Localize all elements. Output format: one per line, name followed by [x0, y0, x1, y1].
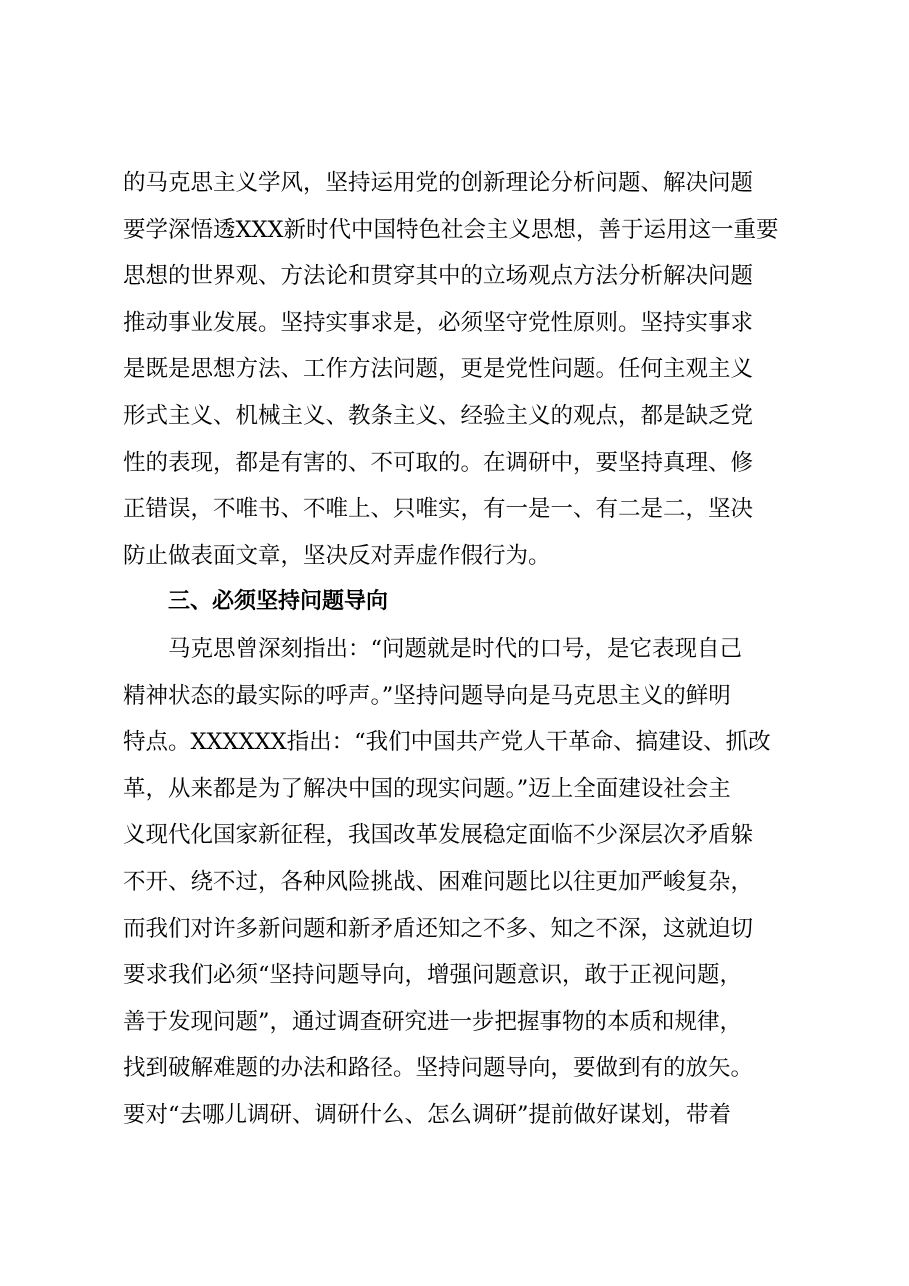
text-line: 要学深悟透XXX新时代中国特色社会主义思想，善于运用这一重要	[123, 216, 779, 243]
text-line: 善于发现问题”，通过调查研究进一步把握事物的本质和规律，	[123, 1008, 743, 1035]
text-line: 形式主义、机械主义、教条主义、经验主义的观点，都是缺乏党	[123, 402, 754, 429]
text-line: 要求我们必须“坚持问题导向，增强问题意识，敢于正视问题，	[123, 962, 743, 989]
paragraph-first-line: 马克思曾深刻指出：“问题就是时代的口号，是它表现自己	[168, 635, 743, 662]
text-line: 精神状态的最实际的呼声。”坚持问题导向是马克思主义的鲜明	[123, 682, 731, 709]
text-line: 思想的世界观、方法论和贯穿其中的立场观点方法分析解决问题	[123, 263, 754, 290]
document-body	[123, 160, 823, 1138]
text-line: 革，从来都是为了解决中国的现实问题。”迈上全面建设社会主	[123, 775, 731, 802]
text-line: 是既是思想方法、工作方法问题，更是党性问题。任何主观主义	[123, 356, 754, 383]
text-line: 不开、绕不过，各种风险挑战、困难问题比以往更加严峻复杂，	[123, 868, 754, 895]
text-line: 特点。XXXXXX指出：“我们中国共产党人干革命、搞建设、抓改	[123, 729, 771, 756]
text-line: 正错误，不唯书、不唯上、只唯实，有一是一、有二是二，坚决	[123, 496, 754, 523]
text-line: 找到破解难题的办法和路径。坚持问题导向，要做到有的放矢。	[123, 1055, 754, 1082]
text-line: 防止做表面文章，坚决反对弄虚作假行为。	[123, 542, 551, 569]
text-line: 的马克思主义学风，坚持运用党的创新理论分析问题、解决问题	[123, 170, 754, 196]
text-line: 而我们对许多新问题和新矛盾还知之不多、知之不深，这就迫切	[123, 915, 754, 942]
section-heading: 三、必须坚持问题导向	[168, 589, 389, 615]
text-line: 性的表现，都是有害的、不可取的。在调研中，要坚持真理、修	[123, 449, 754, 476]
text-line: 推动事业发展。坚持实事求是，必须坚守党性原则。坚持实事求	[123, 309, 754, 336]
text-line: 要对“去哪儿调研、调研什么、怎么调研”提前做好谋划，带着	[123, 1101, 732, 1128]
text-line: 义现代化国家新征程，我国改革发展稳定面临不少深层次矛盾躲	[123, 822, 754, 849]
